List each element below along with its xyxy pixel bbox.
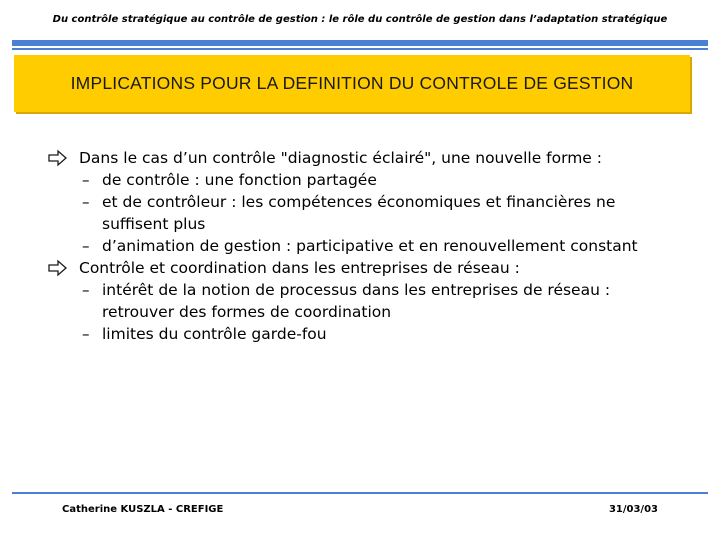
dash-icon: – [82, 237, 90, 255]
sub-item-text: d’animation de gestion : participative et en renouvellement constant [102, 237, 638, 255]
title-box [14, 55, 690, 112]
dash-icon: – [82, 281, 90, 299]
sub-item [44, 191, 684, 235]
bullet-text: Contrôle et coordination dans les entreprises de réseau : [79, 259, 520, 277]
sub-item-text: de contrôle : une fonction partagée [102, 171, 377, 189]
sub-item [44, 169, 684, 191]
dash-icon: – [82, 171, 90, 189]
header-rule-thin [12, 48, 708, 50]
sub-item [44, 323, 684, 345]
outline-arrow-right-icon [48, 149, 68, 167]
footer-author: Catherine KUSZLA - CREFIGE [62, 504, 224, 515]
dash-icon: – [82, 193, 90, 211]
slide-content [44, 147, 684, 345]
sub-item-text: limites du contrôle garde-fou [102, 325, 327, 343]
sub-item [44, 279, 684, 323]
slide-title: IMPLICATIONS POUR LA DEFINITION DU CONTROLE DE GESTION [70, 73, 634, 93]
slide-header: Du contrôle stratégique au contrôle de gestion : le rôle du contrôle de gestion dans l’adaptation stratégique [52, 14, 668, 25]
bullet-text: Dans le cas d’un contrôle "diagnostic éclairé", une nouvelle forme : [79, 149, 602, 167]
footer-rule [12, 492, 708, 494]
footer-date: 31/03/03 [608, 504, 658, 515]
outline-arrow-right-icon [48, 259, 68, 277]
sub-item-text: intérêt de la notion de processus dans les entreprises de réseau : retrouver des formes de coordination [102, 281, 611, 321]
bullet-item [44, 257, 684, 279]
sub-item-text: et de contrôleur : les compétences économiques et financières ne suffisent plus [102, 193, 616, 233]
header-rule-thick [12, 40, 708, 46]
sub-item [44, 235, 684, 257]
dash-icon: – [82, 325, 90, 343]
bullet-item [44, 147, 684, 169]
